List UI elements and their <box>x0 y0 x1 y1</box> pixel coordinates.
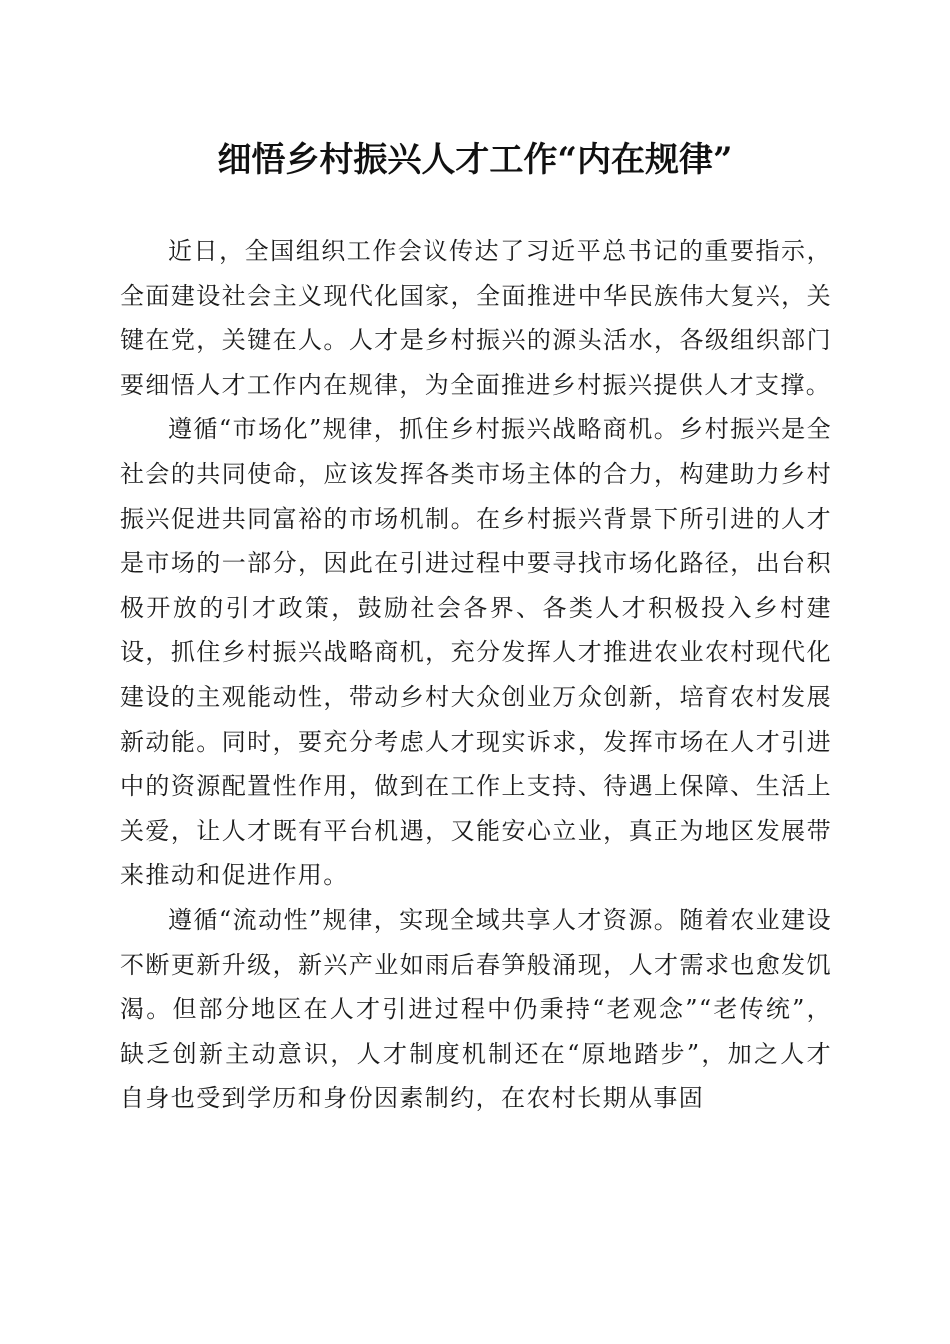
document-title: 细悟乡村振兴人才工作“内在规律” <box>217 140 733 180</box>
document-body <box>120 229 832 1121</box>
paragraph: 遵循“市场化”规律，抓住乡村振兴战略商机。乡村振兴是全社会的共同使命，应该发挥各类市场主体的合力，构建助力乡村振兴促进共同富裕的市场机制。在乡村振兴背景下所引进的人才是市场的一部分，因此在引进过程中要寻找市场化路径，出台积极开放的引才政策，鼓励社会各界、各类人才积极投入乡村建设，抓住乡村振兴战略商机，充分发挥人才推进农业农村现代化建设的主观能动性，带动乡村大众创业万众创新，培育农村发展新动能。同时，要充分考虑人才现实诉求，发挥市场在人才引进中的资源配置性作用，做到在工作上支持、待遇上保障、生活上关爱，让人才既有平台机遇，又能安心立业，真正为地区发展带来推动和促进作用。 <box>120 415 832 890</box>
paragraph: 近日，全国组织工作会议传达了习近平总书记的重要指示，全面建设社会主义现代化国家，全面推进中华民族伟大复兴，关键在党，关键在人。人才是乡村振兴的源头活水，各级组织部门要细悟人才工作内在规律，为全面推进乡村振兴提供人才支撑。 <box>120 237 832 399</box>
paragraph: 遵循“流动性”规律，实现全域共享人才资源。随着农业建设不断更新升级，新兴产业如雨后春笋般涌现，人才需求也愈发饥渴。但部分地区在人才引进过程中仍秉持“老观念”“老传统”，缺乏创新主动意识，人才制度机制还在“原地踏步”，加之人才自身也受到学历和身份因素制约，在农村长期从事固 <box>120 905 832 1113</box>
